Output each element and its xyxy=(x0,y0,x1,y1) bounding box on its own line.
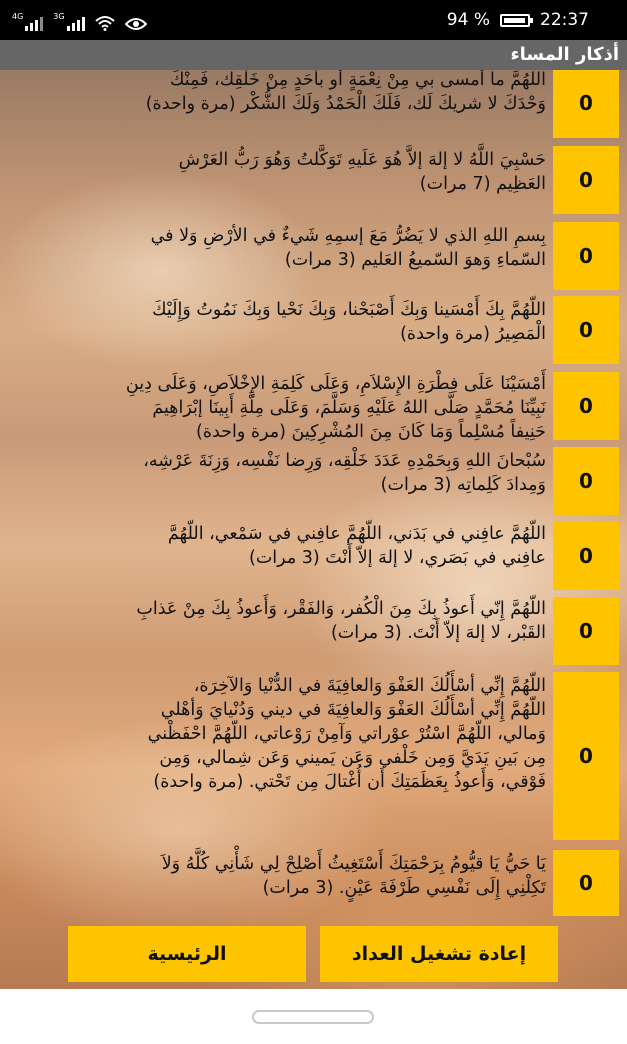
counter-button[interactable]: 0 xyxy=(553,70,619,138)
zikr-row xyxy=(0,672,627,842)
zikr-text: بِسمِ اللهِ الذي لا يَضُرُّ مَعَ إسمِهِ شَيءٌ في الأرْضِ وَلا في السّماءِ وَهوَ السّميعُ العَليم (3 مرات) xyxy=(150,226,546,270)
cellular-signal-1 xyxy=(12,13,43,31)
status-bar xyxy=(0,0,627,40)
counter-button[interactable]: 0 xyxy=(553,296,619,364)
counter-button[interactable]: 0 xyxy=(553,146,619,214)
signal-icon xyxy=(25,15,43,31)
counter-button[interactable]: 0 xyxy=(553,372,619,440)
zikr-text: اللّهُمَّ عافِني في بَدَني، اللّهُمَّ عافِني في سَمْعي، اللّهُمَّ عافِني في بَصَري، لا إلهَ إلاّ أَنْتَ (3 مرات) xyxy=(167,524,546,568)
clock: 22:37 xyxy=(540,10,589,30)
zikr-row xyxy=(0,447,627,515)
zikr-row xyxy=(0,597,627,665)
home-gesture-pill[interactable] xyxy=(252,1010,374,1024)
zikr-row xyxy=(0,146,627,214)
counter-button[interactable]: 0 xyxy=(553,522,619,590)
zikr-row xyxy=(0,372,627,440)
zikr-row xyxy=(0,522,627,590)
counter-button[interactable]: 0 xyxy=(553,597,619,665)
zikr-text: يَا حَيُّ يَا قيُّومُ بِرَحْمَتِكَ أَسْتَغِيثُ أَصْلِحْ لِي شَأْنِي كُلَّهُ وَلاَ تَكِلْنِي إِلَى نَفْسِي طَرْفَةَ عَيْنٍ. (3 مرات) xyxy=(161,854,546,898)
zikr-row xyxy=(0,850,627,918)
home-button[interactable]: الرئيسية xyxy=(68,926,306,982)
zikr-text: اللّهُمَّ بِكَ أَمْسَينا وَبِكَ أَصْبَحْنا، وَبِكَ نَحْيا وَبِكَ نَمُوتُ وَإِلَيْكَ الْمَصِيرُ (مرة واحدة) xyxy=(152,300,546,344)
zikr-text: اللّهُمَّ إِنّي أَعوذُ بِكَ مِنَ الْكُفر، وَالفَقْر، وَأَعوذُ بِكَ مِنْ عَذابِ القَبْر، لا إلهَ إلاّ أَنْتَ. (3 مرات) xyxy=(136,599,546,643)
status-icons-right xyxy=(447,8,589,32)
network-type-label-1: 4G xyxy=(12,12,24,21)
network-type-label-2: 3G xyxy=(53,12,65,21)
zikr-text: اللّهُمَّ إِنِّي أسْأَلُكَ العَفْوَ وَالعافِيَةَ في الدُّنْيا وَالآخِرَة، اللّهُمَّ إِنِّي أسْأَلُكَ العَفْوَ وَالعافِيَةَ في ديني وَدُنْيايَ وَأهْلي وَمالي، اللّهُمَّ اسْتُرْ عوْراتي وَآمِنْ رَوْعاتي، اللّهُمَّ احْفَظْني مِن بَينِ يَدَيَّ وَمِن خَلْفي وَعَن يَميني وَعَن شِمالي، وَمِن فَوْقي، وَأَعوذُ بِعَظَمَتِكَ أَن أُغْتالَ مِن تَحْتي. (مرة واحدة) xyxy=(147,676,546,792)
signal-icon xyxy=(67,15,85,31)
battery-level xyxy=(504,18,525,23)
zikr-text: حَسْبِيَ اللَّهُ لا إلهَ إلاَّ هُوَ عَلَيهِ تَوَكَّلتُ وَهُوَ رَبُّ العَرْشِ العَظِيم (7 مرات) xyxy=(178,150,546,194)
reset-counter-button[interactable]: إعادة تشغيل العداد xyxy=(320,926,558,982)
zikr-row xyxy=(0,222,627,290)
zikr-text: اللهُمَّ ما أمسى بي مِنْ نِعْمَةٍ أَو بأَحَدٍ مِنْ خَلْقِك، فَمِنْكَ وَحْدَكَ لا شريكَ لَك، فَلَكَ الْحَمْدُ وَلَكَ الشُّكْر (مرة واحدة) xyxy=(145,70,546,114)
cellular-signal-2 xyxy=(53,13,84,31)
status-icons-left xyxy=(12,9,147,31)
eye-icon xyxy=(125,17,147,31)
zikr-text: سُبْحانَ اللهِ وَبِحَمْدِهِ عَدَدَ خَلْقِه، وَرِضا نَفْسِه، وَزِنَةَ عَرْشِه، وَمِدادَ كَلِماتِه (3 مرات) xyxy=(143,451,546,495)
zikr-row xyxy=(0,296,627,364)
page-title: أذكار المساء xyxy=(510,44,619,65)
app-title-bar xyxy=(0,40,627,70)
azkar-list[interactable] xyxy=(0,70,627,989)
wifi-icon xyxy=(95,15,115,31)
battery-icon xyxy=(500,14,530,27)
zikr-text: أَمْسَيْنَا عَلَى فِطْرَةِ الإِسْلاَمِ، وَعَلَى كَلِمَةِ الإِخْلاَصِ، وَعَلَى دِينِ نَبِيِّنَا مُحَمَّدٍ صَلَّى اللهُ عَلَيْهِ وَسَلَّمَ، وَعَلَى مِلَّةِ أَبِينَا إبْرَاهِيمَ حَنِيفاً مُسْلِماً وَمَا كَانَ مِنَ المُشْرِكِينَ (مرة واحدة) xyxy=(125,374,546,442)
system-navigation-bar xyxy=(0,989,627,1044)
counter-button[interactable]: 0 xyxy=(553,850,619,916)
battery-percent: 94 % xyxy=(446,10,490,30)
zikr-row xyxy=(0,70,627,138)
counter-button[interactable]: 0 xyxy=(553,222,619,290)
counter-button[interactable]: 0 xyxy=(553,672,619,840)
counter-button[interactable]: 0 xyxy=(553,447,619,515)
